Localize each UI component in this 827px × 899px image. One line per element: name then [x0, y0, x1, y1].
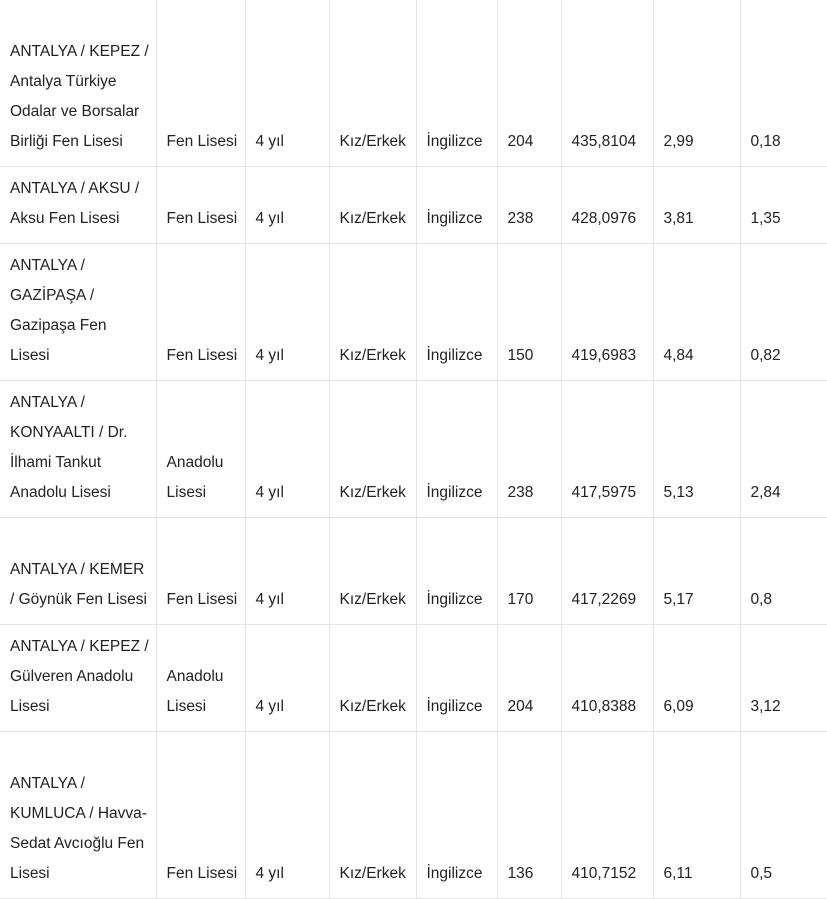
gender-cell: Kız/Erkek	[329, 244, 416, 381]
rate-cell: 3,12	[740, 625, 827, 732]
school-type-cell: Anadolu Lisesi	[156, 625, 245, 732]
school-type-cell: Fen Lisesi	[156, 0, 245, 167]
gender-cell: Kız/Erkek	[329, 732, 416, 899]
school-name-cell: ANTALYA / KEPEZ / Antalya Türkiye Odalar ve Borsalar Birliği Fen Lisesi	[0, 0, 156, 167]
language-cell: İngilizce	[416, 167, 497, 244]
school-type-cell: Fen Lisesi	[156, 732, 245, 899]
quota-cell: 170	[497, 518, 561, 625]
language-cell: İngilizce	[416, 244, 497, 381]
rate-cell: 0,82	[740, 244, 827, 381]
duration-cell: 4 yıl	[245, 518, 329, 625]
table-row	[0, 518, 827, 625]
duration-cell: 4 yıl	[245, 625, 329, 732]
percentile-cell: 5,17	[653, 518, 740, 625]
rate-cell: 1,35	[740, 167, 827, 244]
rate-cell: 0,18	[740, 0, 827, 167]
language-cell: İngilizce	[416, 625, 497, 732]
gender-cell: Kız/Erkek	[329, 0, 416, 167]
table-row	[0, 0, 827, 167]
percentile-cell: 4,84	[653, 244, 740, 381]
gender-cell: Kız/Erkek	[329, 518, 416, 625]
school-name-cell: ANTALYA / KEMER / Göynük Fen Lisesi	[0, 518, 156, 625]
quota-cell: 150	[497, 244, 561, 381]
score-cell: 410,8388	[561, 625, 653, 732]
rate-cell: 0,8	[740, 518, 827, 625]
table-row	[0, 732, 827, 899]
language-cell: İngilizce	[416, 732, 497, 899]
duration-cell: 4 yıl	[245, 0, 329, 167]
rate-cell: 2,84	[740, 381, 827, 518]
table-row	[0, 381, 827, 518]
table-row	[0, 244, 827, 381]
quota-cell: 136	[497, 732, 561, 899]
table-row	[0, 167, 827, 244]
score-cell: 419,6983	[561, 244, 653, 381]
percentile-cell: 6,09	[653, 625, 740, 732]
quota-cell: 204	[497, 0, 561, 167]
quota-cell: 238	[497, 167, 561, 244]
score-cell: 410,7152	[561, 732, 653, 899]
duration-cell: 4 yıl	[245, 244, 329, 381]
language-cell: İngilizce	[416, 0, 497, 167]
school-name-cell: ANTALYA / AKSU / Aksu Fen Lisesi	[0, 167, 156, 244]
duration-cell: 4 yıl	[245, 381, 329, 518]
gender-cell: Kız/Erkek	[329, 625, 416, 732]
gender-cell: Kız/Erkek	[329, 167, 416, 244]
score-cell: 428,0976	[561, 167, 653, 244]
percentile-cell: 2,99	[653, 0, 740, 167]
score-cell: 417,2269	[561, 518, 653, 625]
gender-cell: Kız/Erkek	[329, 381, 416, 518]
percentile-cell: 6,11	[653, 732, 740, 899]
score-cell: 417,5975	[561, 381, 653, 518]
percentile-cell: 5,13	[653, 381, 740, 518]
school-type-cell: Fen Lisesi	[156, 167, 245, 244]
school-name-cell: ANTALYA / GAZİPAŞA / Gazipaşa Fen Lisesi	[0, 244, 156, 381]
table-row	[0, 625, 827, 732]
school-type-cell: Anadolu Lisesi	[156, 381, 245, 518]
language-cell: İngilizce	[416, 518, 497, 625]
quota-cell: 204	[497, 625, 561, 732]
rate-cell: 0,5	[740, 732, 827, 899]
percentile-cell: 3,81	[653, 167, 740, 244]
school-name-cell: ANTALYA / KUMLUCA / Havva-Sedat Avcıoğlu Fen Lisesi	[0, 732, 156, 899]
language-cell: İngilizce	[416, 381, 497, 518]
duration-cell: 4 yıl	[245, 732, 329, 899]
school-type-cell: Fen Lisesi	[156, 518, 245, 625]
score-cell: 435,8104	[561, 0, 653, 167]
school-name-cell: ANTALYA / KONYAALTI / Dr. İlhami Tankut Anadolu Lisesi	[0, 381, 156, 518]
duration-cell: 4 yıl	[245, 167, 329, 244]
school-type-cell: Fen Lisesi	[156, 244, 245, 381]
school-name-cell: ANTALYA / KEPEZ / Gülveren Anadolu Lisesi	[0, 625, 156, 732]
quota-cell: 238	[497, 381, 561, 518]
